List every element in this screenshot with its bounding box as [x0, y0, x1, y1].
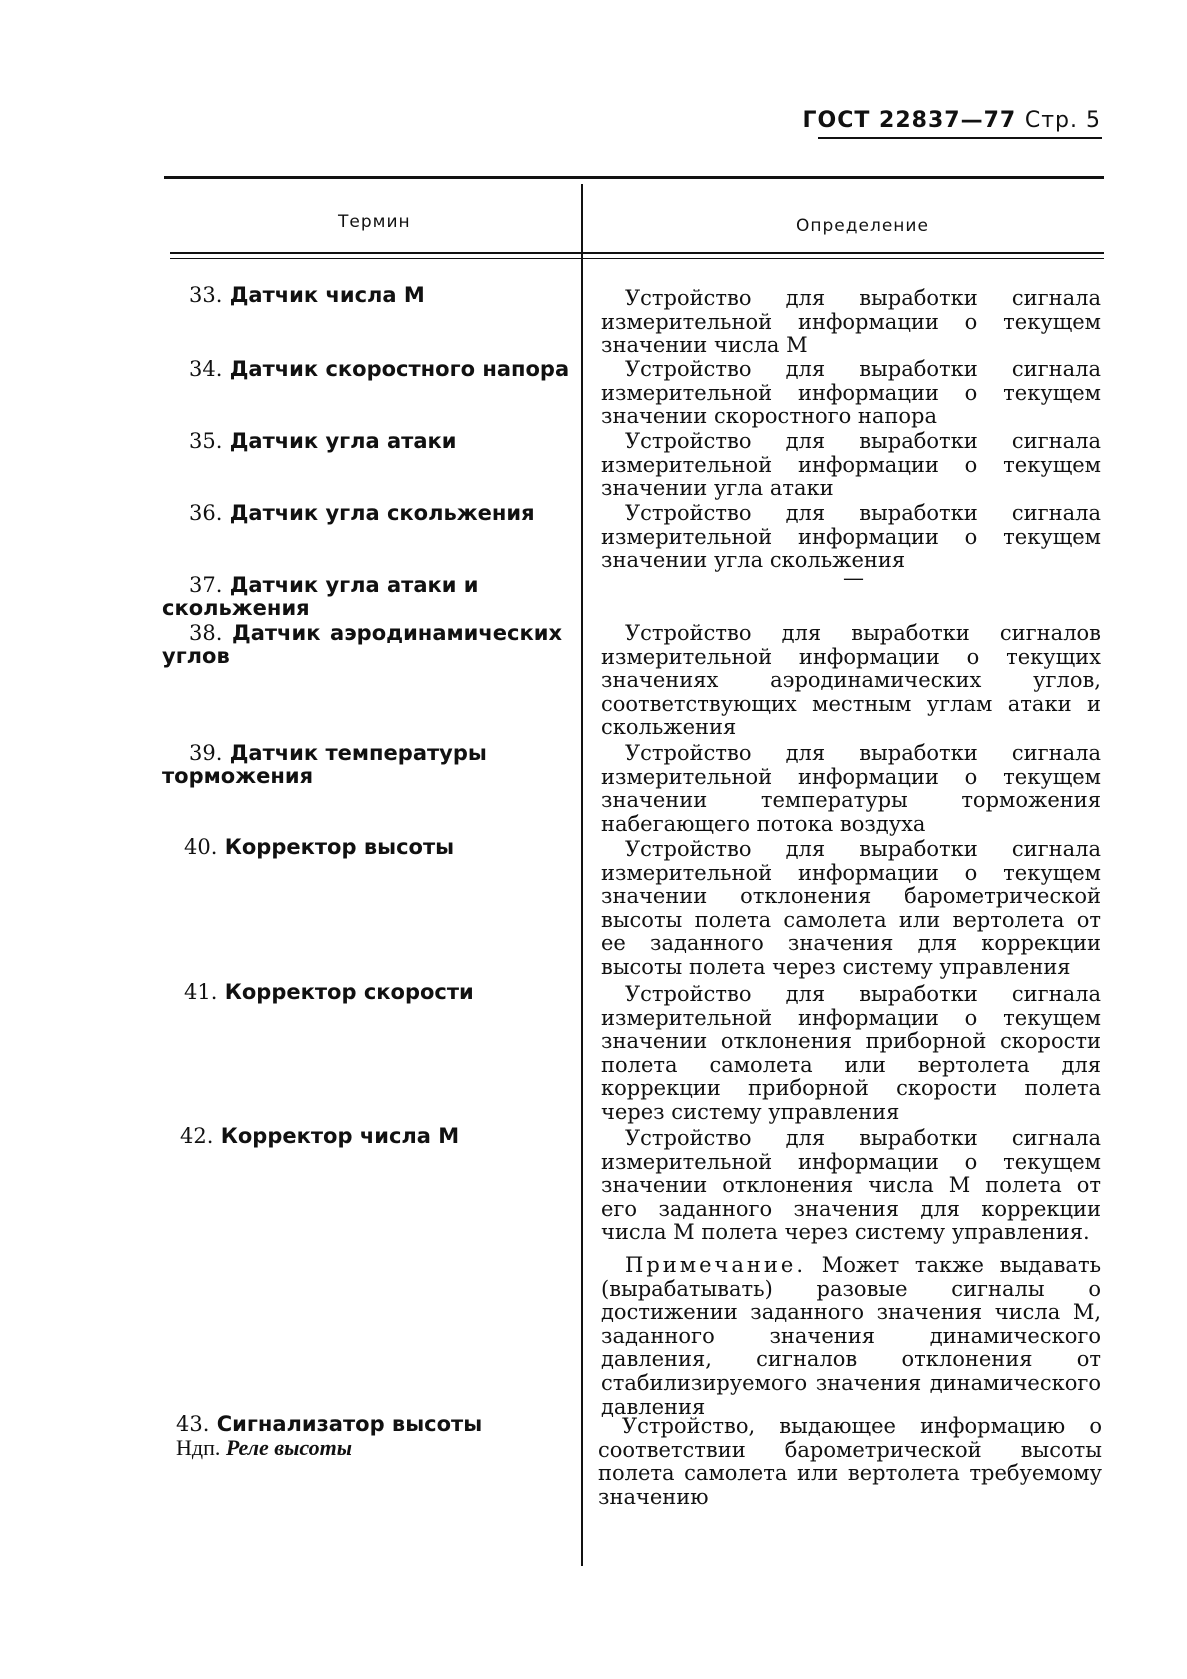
term-number: 36.	[189, 501, 223, 525]
standard-number: ГОСТ 22837—77	[802, 108, 1017, 133]
term-43	[176, 1413, 596, 1459]
term-35	[189, 430, 609, 453]
table-head-rule-2	[170, 258, 1104, 259]
non-recommended-term	[176, 1436, 596, 1459]
term-number: 42.	[180, 1124, 214, 1148]
term-text: Датчик угла атаки	[229, 429, 457, 453]
definition-38: Устройство для выработки сигналов измерительной информации о текущих значениях аэродинамических углов, соответствующих местным углам атаки и скольжения	[601, 621, 1101, 740]
term-number: 40.	[184, 835, 218, 859]
term-number: 39.	[189, 741, 223, 765]
term-41	[184, 981, 604, 1004]
term-39	[162, 742, 562, 788]
term-number: 35.	[189, 429, 223, 453]
term-number: 41.	[184, 980, 218, 1004]
definition-41: Устройство для выработки сигнала измерительной информации о текущем значении отклонения приборной скорости полета самолета или вертолета для коррекции приборной скорости полета через систему управления	[601, 982, 1101, 1124]
term-33	[189, 284, 609, 307]
term-42	[180, 1125, 600, 1148]
term-text: Сигнализатор высоты	[216, 1412, 483, 1436]
term-36	[189, 502, 609, 525]
term-text: Датчик числа М	[229, 283, 425, 307]
definition-34: Устройство для выработки сигнала измерительной информации о текущем значении скоростного напора	[601, 357, 1101, 429]
term-text: Датчик аэродинамических углов	[162, 621, 562, 668]
header-rule	[818, 137, 1102, 139]
definition-33: Устройство для выработки сигнала измерительной информации о текущем значении числа М	[601, 286, 1101, 358]
term-text: Датчик температуры торможения	[162, 741, 487, 788]
definition-37-dash: —	[843, 566, 864, 590]
term-40	[184, 836, 604, 859]
term-number: 37.	[189, 573, 223, 597]
note-label: Примечание.	[625, 1253, 807, 1277]
table-head-rule-1	[170, 252, 1104, 254]
definition-40: Устройство для выработки сигнала измерительной информации о текущем значении отклонения барометрической высоты полета самолета или вертолета от ее заданного значения для коррекции высоты полета через систему управления	[601, 837, 1101, 979]
term-text: Датчик угла скольжения	[229, 501, 535, 525]
column-header-term: Термин	[338, 212, 411, 232]
column-divider	[581, 184, 583, 1566]
term-number: 38.	[189, 621, 223, 645]
column-header-definition: Определение	[796, 216, 929, 236]
term-text: Датчик скоростного напора	[229, 357, 570, 381]
definition-42-note	[601, 1254, 1101, 1419]
term-number: 43.	[176, 1412, 210, 1436]
page-header	[803, 108, 1101, 133]
note-text: Может также выдавать (вырабатывать) разовые сигналы о достижении заданного значения числа М, заданного значения динамического давления, сигналов отклонения от стабилизируемого значения динамического давления	[601, 1253, 1101, 1419]
page-number: Стр. 5	[1024, 108, 1101, 133]
ndp-term: Реле высоты	[225, 1435, 352, 1460]
definition-35: Устройство для выработки сигнала измерительной информации о текущем значении угла атаки	[601, 429, 1101, 501]
term-text: Датчик угла атаки и скольжения	[162, 573, 479, 620]
term-34	[189, 358, 609, 381]
definition-39: Устройство для выработки сигнала измерительной информации о текущем значении температуры торможения набегающего потока воздуха	[601, 741, 1101, 836]
term-38	[162, 622, 562, 668]
ndp-label: Ндп.	[176, 1435, 221, 1460]
term-number: 34.	[189, 357, 223, 381]
term-text: Корректор высоты	[224, 835, 455, 859]
definition-36: Устройство для выработки сигнала измерительной информации о текущем значении угла скольжения	[601, 501, 1101, 573]
term-text: Корректор скорости	[224, 980, 474, 1004]
definition-42: Устройство для выработки сигнала измерительной информации о текущем значении отклонения числа М полета от его заданного значения для коррекции числа М полета через систему управления.	[601, 1126, 1101, 1245]
term-37	[162, 574, 582, 620]
term-number: 33.	[189, 283, 223, 307]
definition-43: Устройство, выдающее информацию о соответствии барометрической высоты полета самолета или вертолета требуемому значению	[598, 1414, 1102, 1509]
term-text: Корректор числа М	[220, 1124, 460, 1148]
table-top-rule	[164, 176, 1104, 179]
